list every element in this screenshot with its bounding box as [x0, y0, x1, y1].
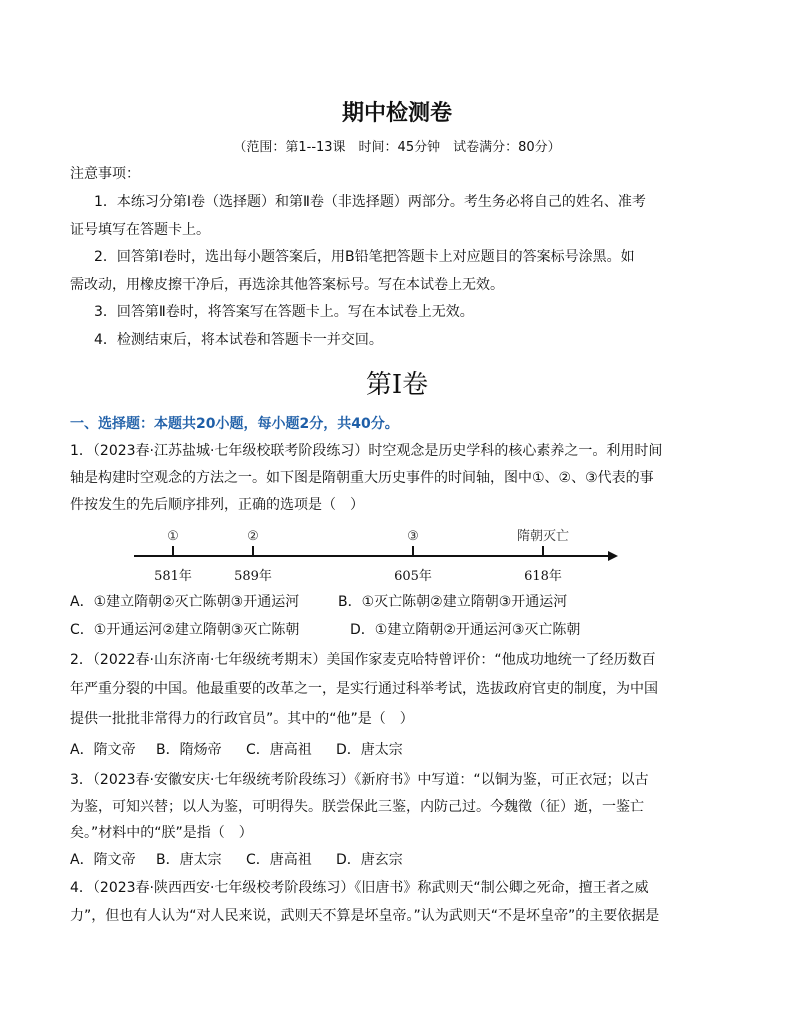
timeline-event-label: ③ [407, 529, 419, 544]
timeline-year-label: 605年 [394, 569, 432, 584]
question-1-line: 件按发生的先后顺序排列，正确的选项是（ ） [70, 497, 364, 513]
note-line: 4．检测结束后，将本试卷和答题卡一并交回。 [94, 332, 383, 348]
note-line: 证号填写在答题卡上。 [70, 222, 210, 238]
question-3-line: 为鉴，可知兴替；以人为鉴，可明得失。朕尝保此三鉴，内防己过。今魏徵（征）逝，一鉴亡 [70, 799, 644, 815]
note-line: 2．回答第Ⅰ卷时，选出每小题答案后，用B铅笔把答题卡上对应题目的答案标号涂黑。如 [94, 249, 635, 265]
option-c[interactable]: C．①开通运河②建立隋朝③灭亡陈朝 [70, 622, 300, 638]
option-d[interactable]: D．①建立隋朝②开通运河③灭亡陈朝 [350, 622, 581, 638]
option-a[interactable]: A．隋文帝 [70, 742, 136, 758]
question-3-line: 3．（2023春·安徽安庆·七年级统考阶段练习）《新府书》中写道：“以铜为鉴，可正衣冠；以古 [70, 772, 649, 788]
timeline-event-label: ② [247, 529, 259, 544]
timeline-event-label: ① [167, 529, 179, 544]
note-line: 3．回答第Ⅱ卷时，将答案写在答题卡上。写在本试卷上无效。 [94, 304, 474, 320]
option-c[interactable]: C．唐高祖 [246, 742, 312, 758]
option-d[interactable]: D．唐玄宗 [336, 852, 403, 868]
question-2-line: 2．（2022春·山东济南·七年级统考期末）美国作家麦克哈特曾评价：“他成功地统一了经历数百 [70, 652, 656, 668]
timeline-event-label: 隋朝灭亡 [516, 529, 570, 544]
note-line: 1．本练习分第Ⅰ卷（选择题）和第Ⅱ卷（非选择题）两部分。考生务必将自己的姓名、准考 [94, 194, 646, 210]
question-1-line: 轴是构建时空观念的方法之一。如下图是隋朝重大历史事件的时间轴，图中①、②、③代表的事 [70, 470, 654, 486]
option-c[interactable]: C．唐高祖 [246, 852, 312, 868]
option-b[interactable]: B．唐太宗 [156, 852, 222, 868]
page-title: 期中检测卷 [341, 100, 452, 126]
question-4-line: 4．（2023春·陕西西安·七年级校考阶段练习）《旧唐书》称武则天“制公卿之死命，擅王者之威 [70, 880, 649, 896]
question-3-line: 矣。”材料中的“朕”是指（ ） [70, 825, 253, 841]
volume-heading: 第Ⅰ卷 [365, 370, 429, 400]
option-a[interactable]: A．①建立隋朝②灭亡陈朝③开通运河 [70, 594, 300, 610]
option-b[interactable]: B．①灭亡陈朝②建立隋朝③开通运河 [338, 594, 568, 610]
option-b[interactable]: B．隋炀帝 [156, 742, 222, 758]
question-2-line: 年严重分裂的中国。他最重要的改革之一，是实行通过科举考试，选拔政府官吏的制度，为中国 [70, 681, 658, 697]
timeline-year-label: 581年 [154, 569, 192, 584]
timeline-year-label: 589年 [234, 569, 272, 584]
question-2-line: 提供一批批非常得力的行政官员”。其中的“他”是（ ） [70, 711, 414, 727]
option-d[interactable]: D．唐太宗 [336, 742, 403, 758]
timeline-year-label: 618年 [524, 569, 562, 584]
timeline-arrowhead [608, 551, 618, 561]
option-a[interactable]: A．隋文帝 [70, 852, 136, 868]
notes-heading: 注意事项： [70, 166, 140, 182]
question-1-line: 1．（2023春·江苏盐城·七年级校联考阶段练习）时空观念是历史学科的核心素养之一。利用时间 [70, 443, 663, 459]
timeline-diagram [130, 522, 630, 586]
exam-scope-subtitle: （范围：第1--13课 时间：45分钟 试卷满分：80分） [233, 140, 561, 155]
section-heading: 一、选择题：本题共20小题，每小题2分，共40分。 [70, 416, 399, 432]
question-4-line: 力”，但也有人认为“对人民来说，武则天不算是坏皇帝。”认为武则天“不是坏皇帝”的主要依据是 [70, 908, 660, 924]
note-line: 需改动，用橡皮擦干净后，再选涂其他答案标号。写在本试卷上无效。 [70, 277, 504, 293]
